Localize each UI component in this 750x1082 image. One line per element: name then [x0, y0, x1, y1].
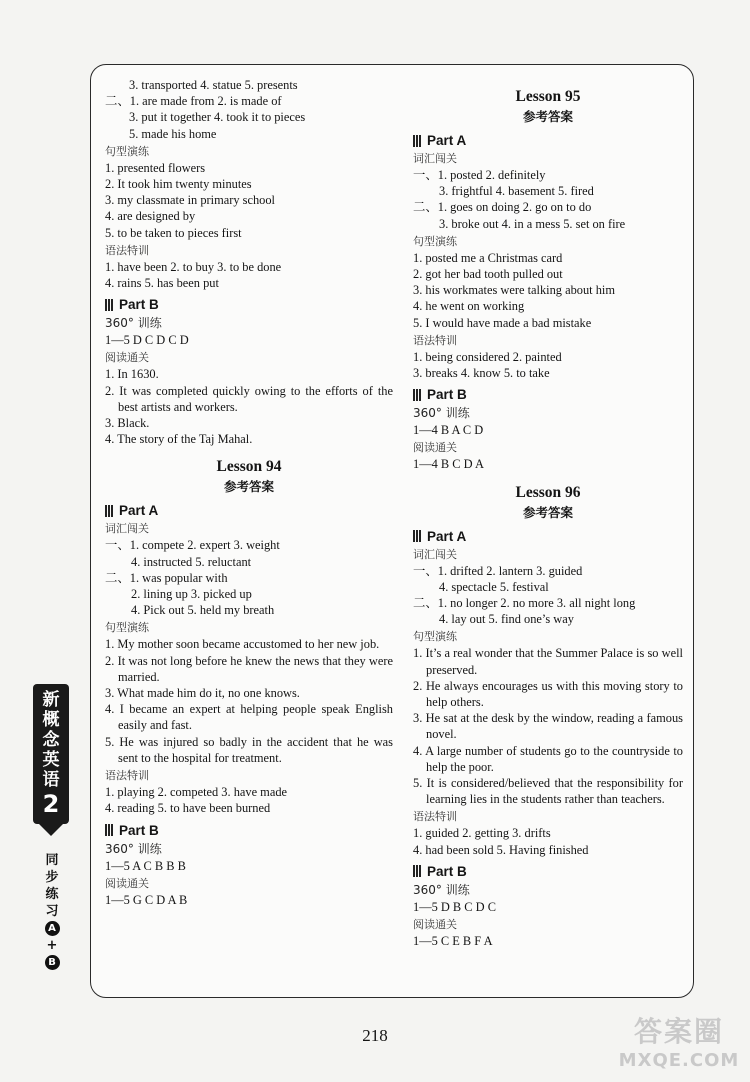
- answer-line: 1. It’s a real wonder that the Summer Palace is so well preserved.: [413, 646, 683, 677]
- answer-key-heading: 参考答案: [522, 109, 573, 124]
- bars-icon: [105, 299, 114, 311]
- answer-line: 4. Pick out 5. held my breath: [131, 603, 275, 618]
- badge-b-icon: B: [45, 955, 60, 970]
- section-heading: 句型演练: [105, 621, 149, 635]
- answer-line: 4. rains 5. has been put: [105, 276, 219, 291]
- part-heading-label: Part B: [119, 822, 159, 838]
- answer-line: 4. The story of the Taj Mahal.: [105, 432, 253, 447]
- bars-icon: [413, 865, 422, 877]
- answer-line: 二、1. are made from 2. is made of: [105, 94, 282, 109]
- bars-icon: [413, 530, 422, 542]
- answer-line: 4. had been sold 5. Having finished: [413, 842, 589, 857]
- part-heading-label: Part B: [119, 297, 159, 313]
- answer-line: 1. being considered 2. painted: [413, 349, 562, 364]
- training-heading: 360° 训练: [105, 316, 162, 331]
- part-heading: [105, 823, 393, 838]
- section-heading: 语法特训: [105, 769, 149, 783]
- bars-icon: [413, 135, 422, 147]
- answer-line: 4. he went on working: [413, 299, 525, 314]
- watermark-line-1: 答案圈: [633, 1015, 724, 1048]
- answer-line: 一、1. posted 2. definitely: [413, 168, 546, 182]
- answer-line: 2. got her bad tooth pulled out: [413, 267, 563, 282]
- lesson-title: Lesson 96: [515, 483, 581, 501]
- answer-line: 1—4 B A C D: [413, 423, 484, 438]
- subtitle-char: 练: [45, 887, 59, 902]
- badge-a-icon: A: [45, 921, 60, 936]
- bars-icon: [105, 824, 114, 836]
- answer-line: 1. have been 2. to buy 3. to be done: [105, 259, 282, 274]
- left-column: [105, 77, 393, 908]
- answer-line: 1. presented flowers: [105, 160, 206, 175]
- answer-line: 3. frightful 4. basement 5. fired: [439, 184, 594, 199]
- tab-volume-number: 2: [42, 790, 60, 818]
- answer-line: 4. I became an expert at helping people speak English easily and fast.: [105, 702, 393, 733]
- tab-char: 语: [42, 770, 60, 790]
- training-heading: 360° 训练: [413, 882, 470, 897]
- part-heading: [413, 387, 683, 402]
- answer-line: 1—5 D B C D C: [413, 899, 496, 914]
- answer-line: 2. It was completed quickly owing to the efforts of the best artists and workers.: [105, 383, 393, 414]
- part-heading-label: Part A: [119, 503, 159, 519]
- answer-line: 1. In 1630.: [105, 367, 159, 382]
- book-subtitle: [40, 852, 64, 971]
- section-heading: 语法特训: [413, 333, 457, 347]
- page-number: 218: [362, 1026, 388, 1045]
- answer-line: 5. to be taken to pieces first: [105, 225, 242, 240]
- answer-line: 4. spectacle 5. festival: [439, 579, 549, 594]
- part-heading: [105, 503, 393, 518]
- answer-line: 1. playing 2. competed 3. have made: [105, 785, 288, 800]
- answer-line: 5. made his home: [129, 126, 217, 141]
- part-heading-label: Part B: [427, 863, 467, 879]
- section-heading: 词汇闯关: [105, 522, 149, 536]
- bars-icon: [413, 389, 422, 401]
- part-heading-label: Part B: [427, 387, 467, 403]
- answer-line: 3. breaks 4. know 5. to take: [413, 366, 550, 381]
- answer-line: 1—5 D C D C D: [105, 333, 189, 348]
- answer-frame: [90, 64, 694, 998]
- right-column: [413, 77, 683, 949]
- subtitle-char: 步: [45, 870, 59, 885]
- part-heading-label: Part A: [427, 133, 467, 148]
- section-heading: 阅读通关: [413, 441, 457, 455]
- subtitle-char: 同: [45, 853, 59, 868]
- answer-line: 1—5 A C B B B: [105, 858, 186, 873]
- part-heading: [105, 297, 393, 312]
- answer-line: 4. are designed by: [105, 209, 196, 224]
- part-heading: [413, 133, 683, 148]
- answer-line: 2. It took him twenty minutes: [105, 177, 252, 192]
- answer-line: 1. guided 2. getting 3. drifts: [413, 826, 551, 841]
- answer-line: 4. lay out 5. find one’s way: [439, 612, 574, 627]
- answer-line: 5. I would have made a bad mistake: [413, 315, 592, 330]
- answer-line: 3. transported 4. statue 5. presents: [129, 78, 298, 92]
- answer-line: 4. reading 5. to have been burned: [105, 801, 271, 816]
- training-heading: 360° 训练: [105, 841, 162, 856]
- answer-line: 一、1. compete 2. expert 3. weight: [105, 538, 280, 553]
- answer-line: 2. It was not long before he knew the news that they were married.: [105, 653, 393, 684]
- tab-char: 概: [42, 710, 60, 730]
- answer-line: 二、1. goes on doing 2. go on to do: [413, 200, 592, 215]
- tab-char: 新: [42, 690, 60, 710]
- subtitle-char: 习: [45, 904, 59, 919]
- section-heading: 句型演练: [413, 630, 457, 644]
- answer-line: 3. my classmate in primary school: [105, 193, 275, 208]
- part-heading: [413, 864, 683, 879]
- answer-line: 1—5 C E B F A: [413, 934, 493, 949]
- answer-line: 1—5 G C D A B: [105, 892, 188, 907]
- watermark-logo: [608, 1010, 750, 1082]
- section-heading: 词汇闯关: [413, 152, 457, 165]
- section-heading: 阅读通关: [105, 351, 149, 365]
- answer-line: 1. posted me a Christmas card: [413, 250, 563, 265]
- answer-key-heading: 参考答案: [522, 504, 573, 520]
- part-heading-label: Part A: [427, 528, 467, 544]
- answer-line: 3. broke out 4. in a mess 5. set on fire: [439, 216, 626, 231]
- section-heading: 词汇闯关: [413, 547, 457, 561]
- tab-char: 英: [42, 750, 60, 770]
- answer-line: 3. Black.: [105, 416, 150, 431]
- answer-line: 2. lining up 3. picked up: [131, 587, 252, 602]
- answer-line: 3. his workmates were talking about him: [413, 283, 615, 298]
- answer-line: 4. instructed 5. reluctant: [131, 554, 252, 569]
- answer-key-heading: 参考答案: [223, 479, 274, 495]
- section-heading: 阅读通关: [413, 918, 457, 932]
- answer-line: 5. It is considered/believed that the responsibility for learning lies in the students rather than teachers.: [413, 776, 683, 807]
- section-heading: 句型演练: [105, 144, 149, 158]
- training-heading: 360° 训练: [413, 406, 470, 421]
- section-heading: 语法特训: [105, 243, 149, 257]
- answer-line: 一、1. drifted 2. lantern 3. guided: [413, 563, 583, 578]
- book-title-tab: [33, 684, 69, 824]
- bars-icon: [105, 505, 114, 517]
- answer-line: 二、1. was popular with: [105, 570, 228, 585]
- tab-char: 念: [42, 730, 60, 750]
- lesson-title: Lesson 95: [515, 88, 581, 105]
- section-heading: 语法特训: [413, 810, 457, 824]
- watermark-line-2: MXQE.COM: [618, 1050, 740, 1071]
- section-heading: 句型演练: [413, 234, 457, 248]
- part-heading: [413, 529, 683, 544]
- answer-line: 3. He sat at the desk by the window, reading a famous novel.: [413, 711, 683, 742]
- answer-line: 二、1. no longer 2. no more 3. all night long: [413, 596, 636, 611]
- lesson-title: Lesson 94: [216, 458, 282, 476]
- answer-line: 2. He always encourages us with this moving story to help others.: [413, 678, 683, 710]
- plus-sign: +: [46, 938, 58, 953]
- answer-line: 3. put it together 4. took it to pieces: [129, 110, 306, 125]
- section-heading: 阅读通关: [105, 876, 149, 890]
- answer-line: 4. A large number of students go to the countryside to help the poor.: [413, 743, 683, 774]
- answer-line: 5. He was injured so badly in the accident that he was sent to the hospital for treatment.: [105, 734, 393, 765]
- answer-line: 3. What made him do it, no one knows.: [105, 686, 300, 701]
- answer-line: 1. My mother soon became accustomed to her new job.: [105, 637, 380, 652]
- answer-line: 1—4 B C D A: [413, 457, 484, 472]
